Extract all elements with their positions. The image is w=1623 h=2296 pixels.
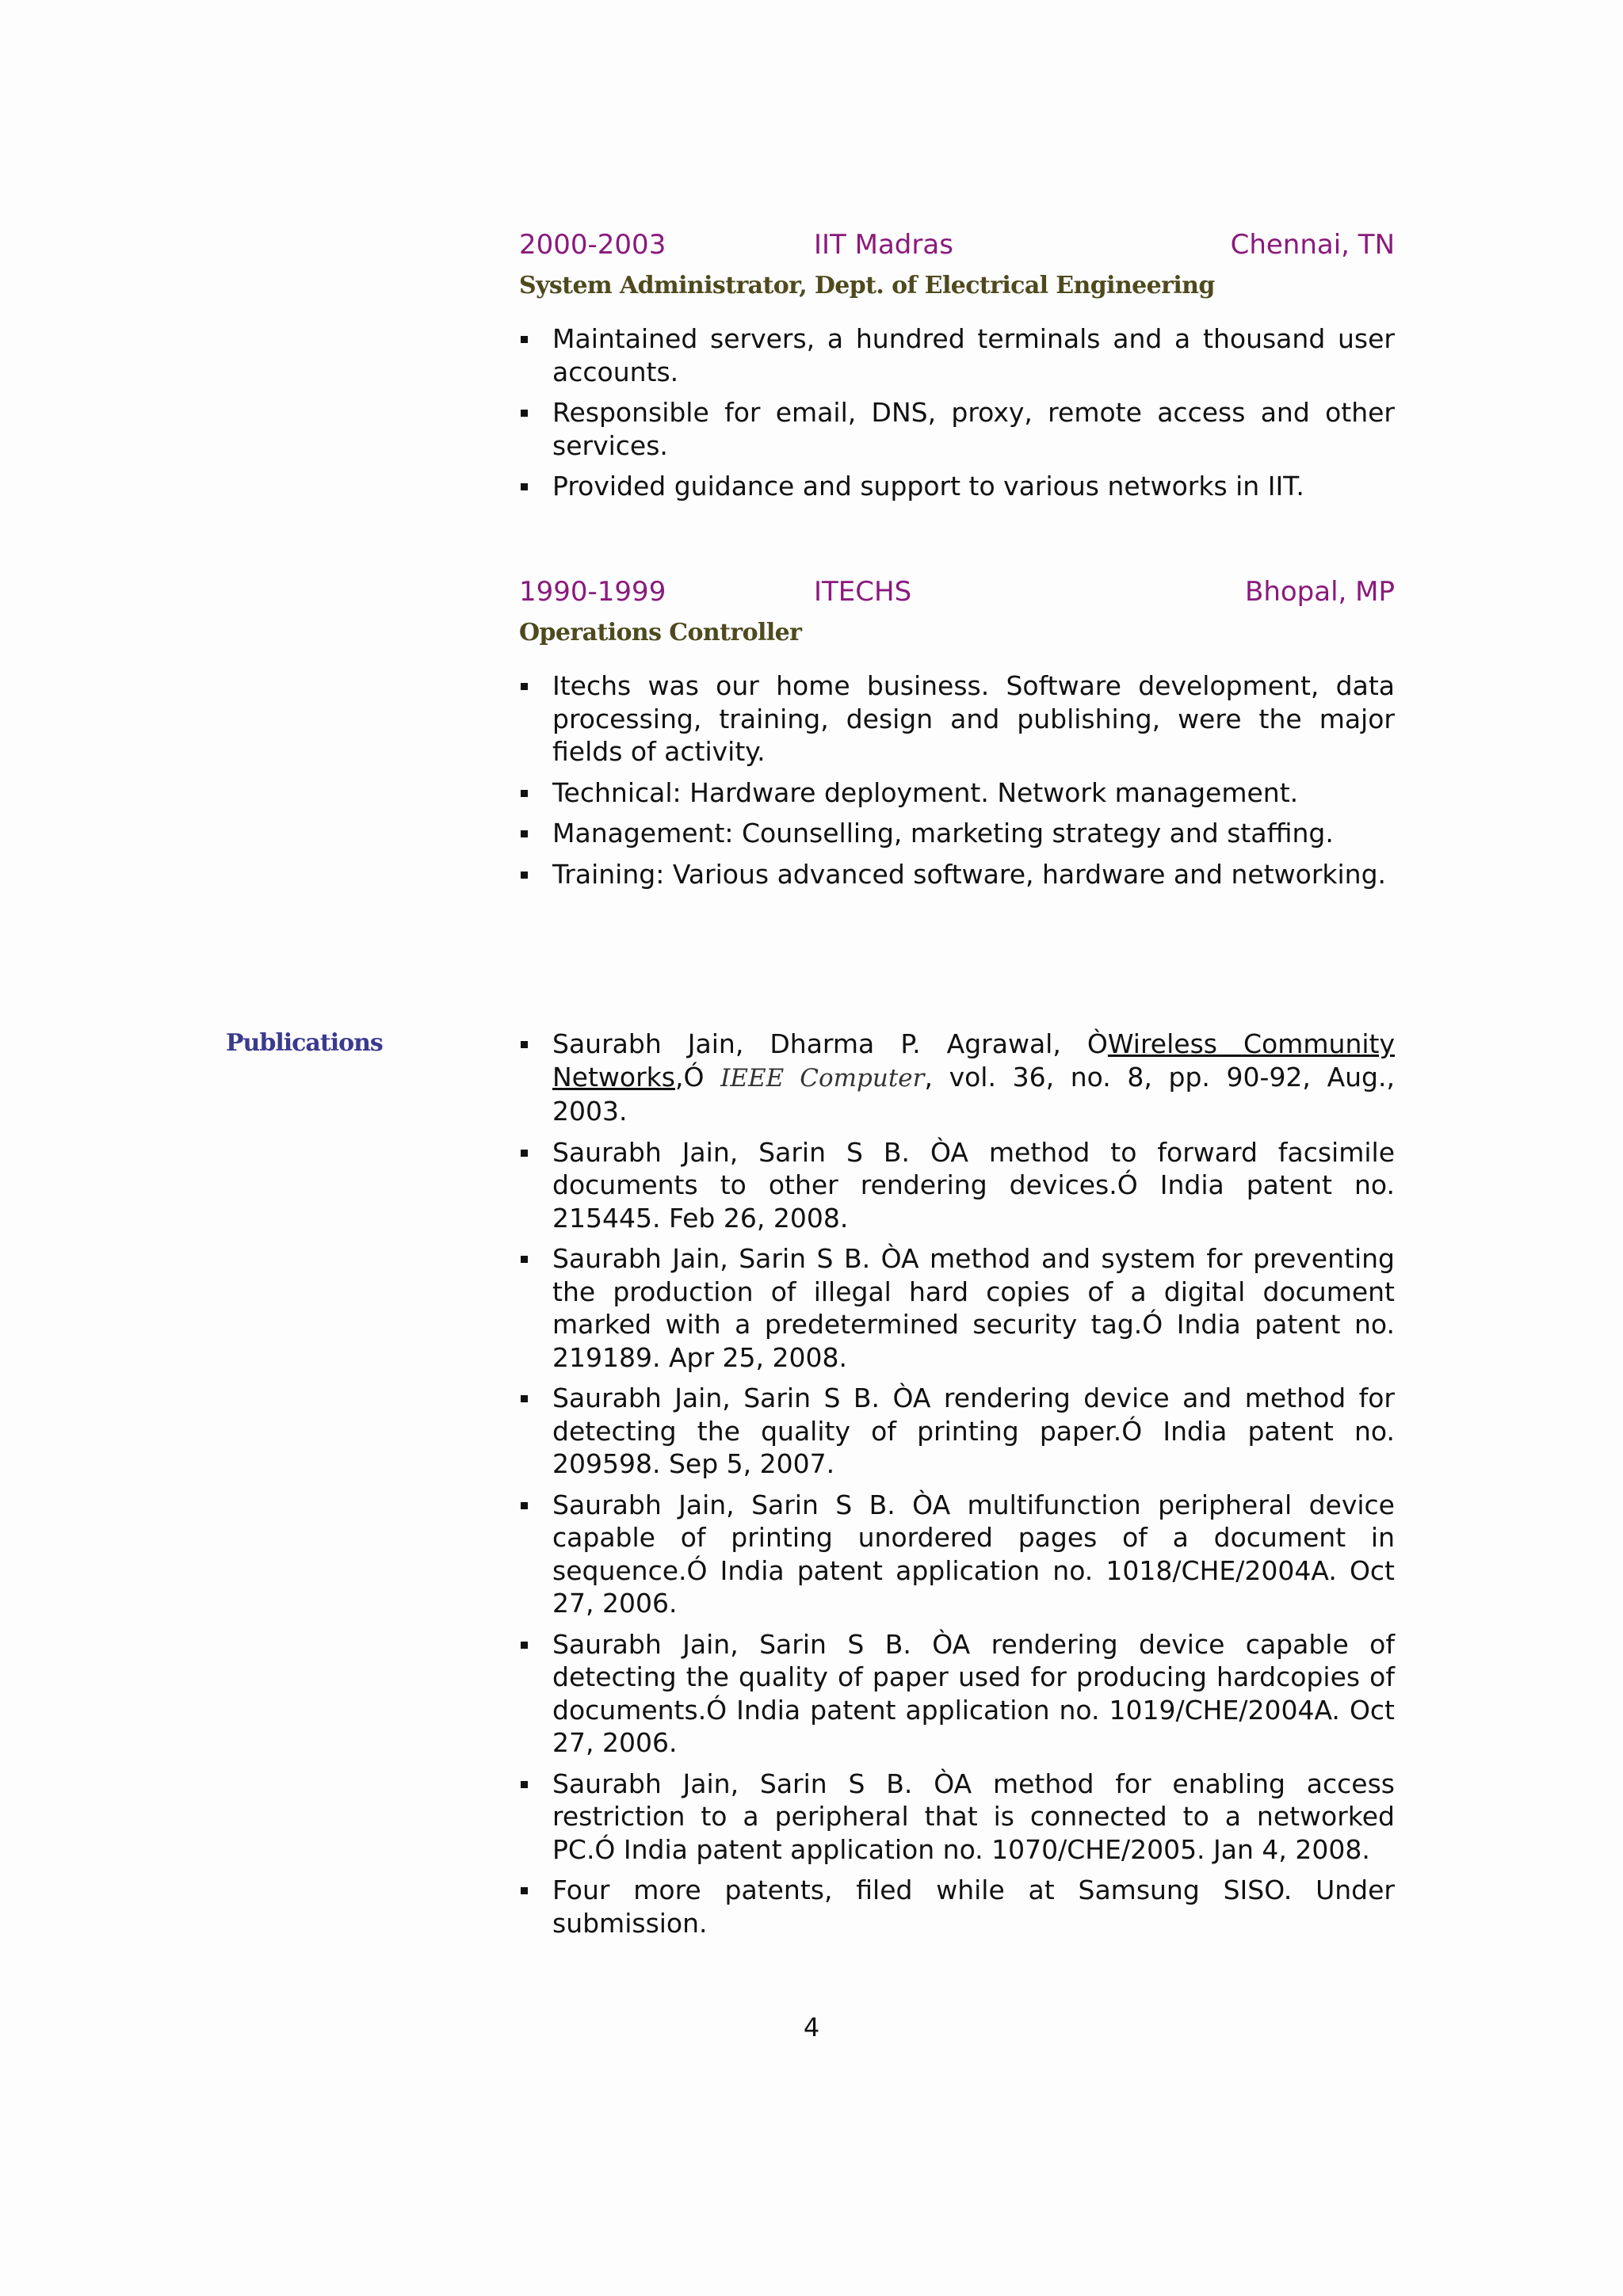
section-label-publications: Publications	[226, 1029, 383, 1057]
page-number: 4	[803, 2012, 820, 2042]
job-bullets-itechs	[519, 669, 1395, 898]
list-item: Responsible for email, DNS, proxy, remote access and other services.	[519, 396, 1395, 462]
list-item: Management: Counselling, marketing strategy and staffing.	[519, 817, 1395, 850]
job-title: Operations Controller	[519, 619, 802, 646]
bullet-square-icon	[521, 1041, 528, 1048]
list-item: Saurabh Jain, Sarin S B. ÒA rendering device capable of detecting the quality of paper used for producing hardcopies of documents.Ó India patent application no. 1019/CHE/2004A. Oct 27, 2006.	[519, 1628, 1395, 1760]
list-item: Four more patents, filed while at Samsung SISO. Under submission.	[519, 1874, 1395, 1939]
list-item: Provided guidance and support to various networks in IIT.	[519, 470, 1395, 503]
list-item: Itechs was our home business. Software development, data processing, training, design and publishing, were the major fields of activity.	[519, 669, 1395, 769]
list-item: Saurabh Jain, Sarin S B. ÒA method for enabling access restriction to a peripheral that is connected to a networked PC.Ó India patent application no. 1070/CHE/2005. Jan 4, 2008.	[519, 1768, 1395, 1867]
job-years: 1990-1999	[519, 576, 666, 608]
bullet-square-icon	[521, 336, 528, 343]
bullet-square-icon	[521, 1256, 528, 1263]
job-organization: ITECHS	[814, 576, 912, 608]
job-years: 2000-2003	[519, 229, 666, 261]
job-header-iit-madras	[519, 229, 1395, 265]
bullet-square-icon	[521, 1887, 528, 1894]
list-item: Saurabh Jain, Dharma P. Agrawal, ÒWireless Community Networks,Ó IEEE Computer, vol. 36, no. 8, pp. 90-92, Aug., 2003.	[519, 1028, 1395, 1128]
list-item: Saurabh Jain, Sarin S B. ÒA multifunction peripheral device capable of printing unordered pages of a document in sequence.Ó India patent application no. 1018/CHE/2004A. Oct 27, 2006.	[519, 1489, 1395, 1620]
bullet-square-icon	[521, 871, 528, 879]
journal-name: IEEE Computer	[720, 1063, 925, 1093]
job-bullets-iit-madras	[519, 322, 1395, 511]
list-item: Maintained servers, a hundred terminals and a thousand user accounts.	[519, 322, 1395, 388]
publication-link[interactable]: Wireless Community Networks	[552, 1028, 1395, 1093]
job-location: Bhopal, MP	[1245, 576, 1395, 608]
bullet-square-icon	[521, 830, 528, 837]
bullet-square-icon	[521, 1150, 528, 1157]
job-header-itechs	[519, 576, 1395, 612]
publications-list	[519, 1028, 1395, 1947]
bullet-square-icon	[521, 1781, 528, 1788]
list-item: Technical: Hardware deployment. Network management.	[519, 776, 1395, 810]
list-item: Saurabh Jain, Sarin S B. ÒA method and system for preventing the production of illegal hard copies of a digital document marked with a predetermined security tag.Ó India patent no. 219189. Apr 25, 2008.	[519, 1242, 1395, 1374]
bullet-square-icon	[521, 1395, 528, 1402]
bullet-square-icon	[521, 790, 528, 797]
list-item: Training: Various advanced software, hardware and networking.	[519, 858, 1395, 891]
list-item: Saurabh Jain, Sarin S B. ÒA rendering device and method for detecting the quality of printing paper.Ó India patent no. 209598. Sep 5, 2007.	[519, 1382, 1395, 1481]
job-title: System Administrator, Dept. of Electrical Engineering	[519, 272, 1215, 299]
bullet-square-icon	[521, 683, 528, 690]
list-item: Saurabh Jain, Sarin S B. ÒA method to forward facsimile documents to other rendering devices.Ó India patent no. 215445. Feb 26, 2008.	[519, 1136, 1395, 1235]
bullet-square-icon	[521, 483, 528, 490]
bullet-square-icon	[521, 410, 528, 417]
job-location: Chennai, TN	[1230, 229, 1395, 261]
job-organization: IIT Madras	[814, 229, 953, 261]
bullet-square-icon	[521, 1502, 528, 1509]
bullet-square-icon	[521, 1642, 528, 1649]
